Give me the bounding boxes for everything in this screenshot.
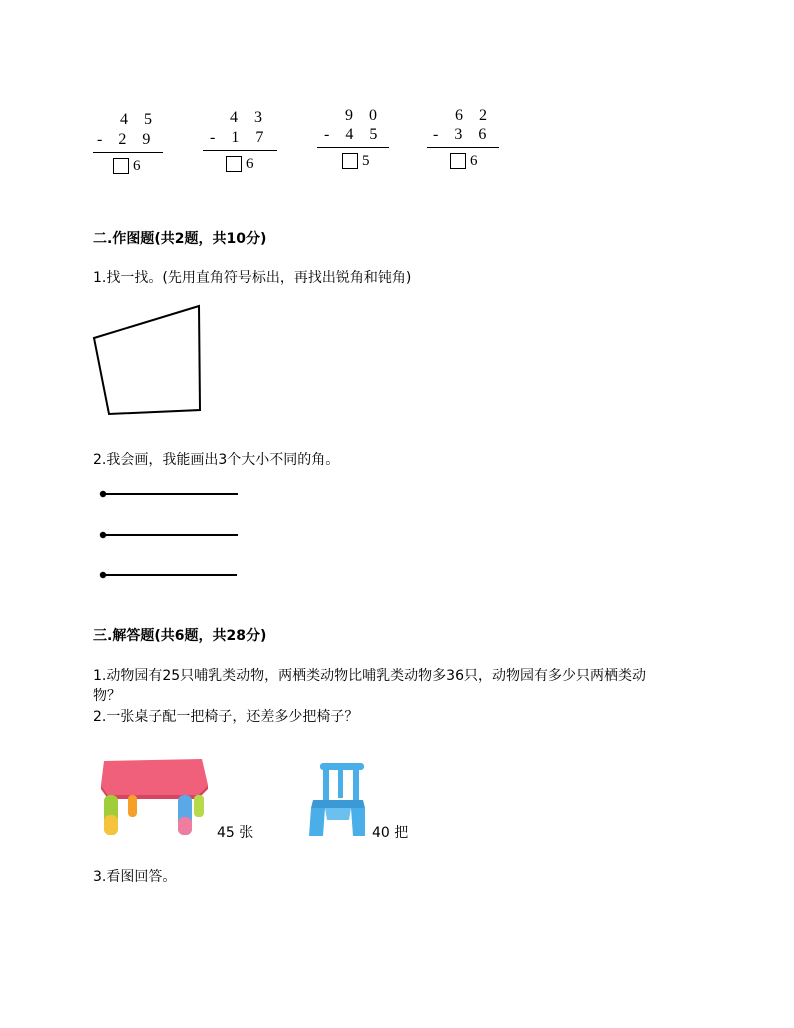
section-3-title: 三.解答题(共6题，共28分) <box>93 628 267 644</box>
chair-image <box>303 760 368 840</box>
question-3-1-line-2: 物？ <box>93 688 121 704</box>
result-line <box>317 147 389 148</box>
angle-rays <box>96 485 246 585</box>
question-3-3: 3.看图回答。 <box>93 869 177 885</box>
answer-box[interactable] <box>226 156 242 172</box>
answer-box[interactable] <box>450 153 466 169</box>
minuend: 6 2 <box>455 107 493 124</box>
section-2-title: 二.作图题(共2题，共10分) <box>93 231 267 247</box>
result-digit: 6 <box>133 158 141 174</box>
subtrahend: - 4 5 <box>324 126 384 143</box>
table-count-label: 45 张 <box>217 825 254 841</box>
result-line <box>203 150 277 151</box>
table-image <box>98 755 213 840</box>
answer-box[interactable] <box>113 158 129 174</box>
question-3-1-line-1: 1.动物园有25只哺乳类动物，两栖类动物比哺乳类动物多36只，动物园有多少只两栖类动 <box>93 668 646 684</box>
ray-1 <box>100 491 238 497</box>
chair-count-label: 40 把 <box>372 825 409 841</box>
result-digit: 5 <box>362 153 370 169</box>
ray-3 <box>100 572 237 578</box>
question-3-2: 2.一张桌子配一把椅子，还差多少把椅子？ <box>93 709 359 725</box>
minuend: 9 0 <box>345 107 383 124</box>
result-digit: 6 <box>470 153 478 169</box>
result-digit: 6 <box>246 156 254 172</box>
subtrahend: - 1 7 <box>210 129 270 146</box>
minuend: 4 3 <box>230 109 268 126</box>
result-line <box>93 152 163 153</box>
minuend: 4 5 <box>120 111 158 128</box>
quadrilateral-figure <box>90 302 205 417</box>
ray-2 <box>100 532 238 538</box>
question-2-1: 1.找一找。(先用直角符号标出，再找出锐角和钝角) <box>93 270 412 286</box>
subtrahend: - 2 9 <box>97 131 157 148</box>
subtrahend: - 3 6 <box>433 126 493 143</box>
answer-box[interactable] <box>342 153 358 169</box>
result-line <box>427 147 499 148</box>
question-2-2: 2.我会画，我能画出3个大小不同的角。 <box>93 452 340 468</box>
